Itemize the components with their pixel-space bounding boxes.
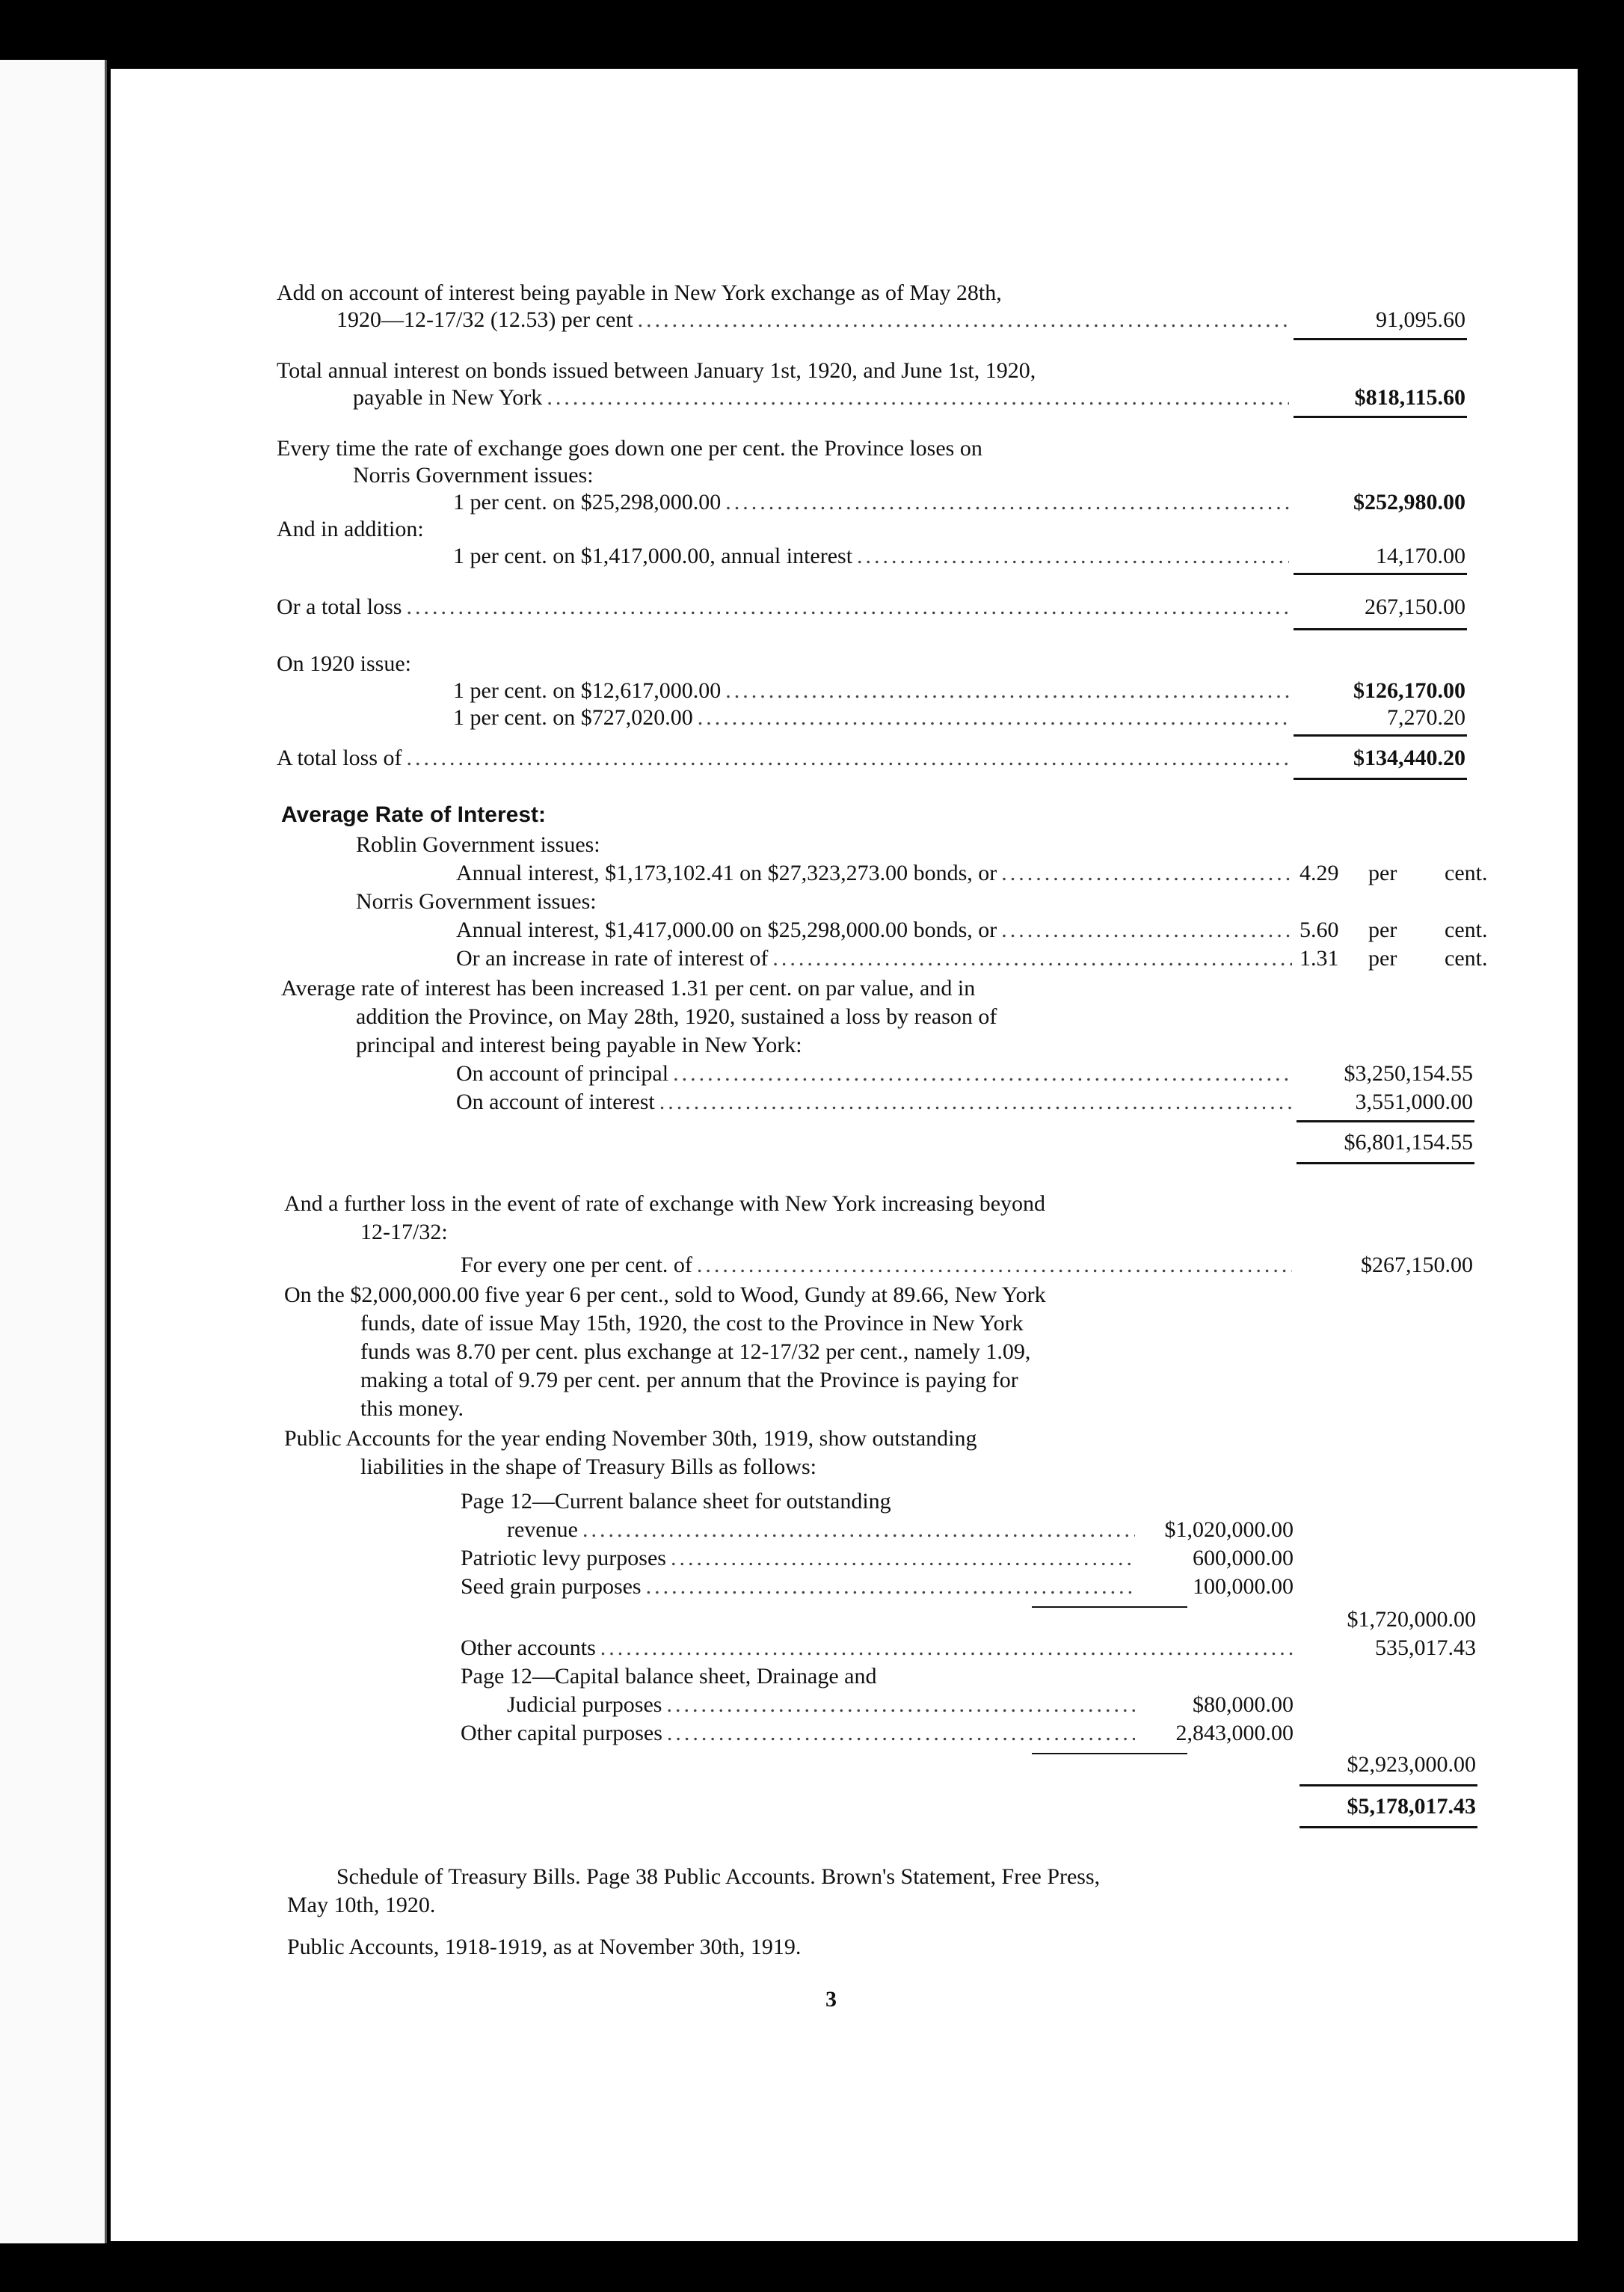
dotted-row [453, 489, 1294, 516]
text-line: Roblin Government issues: [356, 832, 600, 857]
text-line: Every time the rate of exchange goes down one per cent. the Province loses on [277, 436, 982, 461]
dotted-row [453, 678, 1294, 704]
text-line: And in addition: [277, 517, 424, 541]
amount: $2,923,000.00 [1347, 1752, 1476, 1777]
amount: 14,170.00 [1376, 544, 1465, 568]
row-label: 1 per cent. on $727,020.00 [453, 705, 693, 730]
row-label: revenue [507, 1517, 578, 1542]
dotted-row [456, 1089, 1297, 1116]
text-line: Norris Government issues: [353, 463, 594, 488]
rule [1032, 1606, 1187, 1608]
sub-amount: 2,843,000.00 [1175, 1721, 1294, 1745]
rule [1294, 573, 1467, 575]
text-line: Page 12—Capital balance sheet, Drainage and [461, 1664, 877, 1689]
per-label: per [1368, 946, 1397, 971]
rule [1297, 1162, 1474, 1164]
facing-page-edge [0, 60, 107, 2243]
dotted-row [456, 917, 1297, 944]
amount: $6,801,154.55 [1344, 1130, 1473, 1155]
text-line: 12-17/32: [360, 1220, 448, 1244]
dotted-row [456, 860, 1297, 887]
rule [1294, 778, 1467, 780]
dotted-row [453, 704, 1294, 731]
dotted-row [461, 1635, 1298, 1662]
amount: $3,250,154.55 [1344, 1061, 1473, 1086]
text-line: Page 12—Current balance sheet for outstanding [461, 1489, 891, 1514]
row-label: A total loss of [277, 746, 402, 770]
text-line: And a further loss in the event of rate of exchange with New York increasing beyond [284, 1191, 1046, 1216]
text-line: funds was 8.70 per cent. plus exchange at 12-17/32 per cent., namely 1.09, [360, 1339, 1031, 1364]
text-line: Public Accounts for the year ending November 30th, 1919, show outstanding [284, 1426, 977, 1451]
amount: $126,170.00 [1353, 678, 1465, 703]
row-label: On account of interest [456, 1090, 655, 1114]
dotted-row [453, 543, 1294, 570]
footnote: Public Accounts, 1918-1919, as at November 30th, 1919. [287, 1935, 802, 1959]
text-line: funds, date of issue May 15th, 1920, the cost to the Province in New York [360, 1311, 1024, 1336]
rate-value: 5.60 [1299, 918, 1339, 942]
amount: 267,150.00 [1365, 594, 1465, 619]
amount: 7,270.20 [1387, 705, 1465, 730]
row-label: Or a total loss [277, 594, 402, 619]
page-number: 3 [825, 1987, 837, 2012]
per-label: per [1368, 861, 1397, 885]
text-line: Norris Government issues: [356, 889, 597, 914]
row-label: Annual interest, $1,173,102.41 on $27,323,273.00 bonds, or [456, 861, 997, 885]
sub-amount: $80,000.00 [1193, 1692, 1294, 1717]
rule [1294, 338, 1467, 340]
row-label: 1 per cent. on $1,417,000.00, annual interest [453, 544, 853, 568]
text-line: Total annual interest on bonds issued between January 1st, 1920, and June 1st, 1920, [277, 358, 1036, 383]
row-label: Annual interest, $1,417,000.00 on $25,298,000.00 bonds, or [456, 918, 997, 942]
amount: $1,720,000.00 [1347, 1607, 1476, 1632]
dotted-row [461, 1573, 1139, 1600]
amount: 535,017.43 [1375, 1635, 1476, 1660]
rule [1299, 1826, 1477, 1828]
text-line: Average rate of interest has been increased 1.31 per cent. on par value, and in [281, 976, 976, 1001]
row-label: Judicial purposes [507, 1692, 662, 1717]
rule [1032, 1753, 1187, 1754]
footnote: May 10th, 1920. [287, 1893, 436, 1917]
text-line: liabilities in the shape of Treasury Bills as follows: [360, 1454, 816, 1479]
dotted-row [336, 307, 1294, 334]
section-heading: Average Rate of Interest: [281, 802, 546, 827]
rate-value: 1.31 [1299, 946, 1339, 971]
amount: $134,440.20 [1353, 746, 1465, 770]
cent-label: cent. [1445, 946, 1488, 971]
dotted-row [461, 1545, 1139, 1572]
text-line: principal and interest being payable in New York: [356, 1033, 802, 1057]
dotted-row [507, 1692, 1139, 1718]
text-line: this money. [360, 1396, 464, 1421]
rule [1299, 1784, 1477, 1786]
dotted-row [456, 945, 1297, 972]
dotted-row [461, 1720, 1139, 1747]
cent-label: cent. [1445, 861, 1488, 885]
footnote: Schedule of Treasury Bills. Page 38 Public Accounts. Brown's Statement, Free Press, [336, 1864, 1101, 1889]
row-label: 1 per cent. on $12,617,000.00 [453, 678, 722, 703]
text-line: Add on account of interest being payable in New York exchange as of May 28th, [277, 280, 1002, 305]
amount: $267,150.00 [1361, 1253, 1473, 1277]
row-label: Other capital purposes [461, 1721, 662, 1745]
row-label: On account of principal [456, 1061, 669, 1086]
document-page [111, 69, 1578, 2241]
row-label: Seed grain purposes [461, 1574, 642, 1599]
text-line: On 1920 issue: [277, 651, 411, 676]
dotted-row [461, 1252, 1297, 1279]
amount: 3,551,000.00 [1355, 1090, 1473, 1114]
grand-total: $5,178,017.43 [1347, 1794, 1476, 1819]
text-line: addition the Province, on May 28th, 1920, sustained a loss by reason of [356, 1004, 997, 1029]
amount: 91,095.60 [1376, 307, 1465, 332]
amount: $252,980.00 [1353, 490, 1465, 514]
rate-value: 4.29 [1299, 861, 1339, 885]
dotted-row [456, 1060, 1297, 1087]
sub-amount: $1,020,000.00 [1164, 1517, 1294, 1542]
row-label: Other accounts [461, 1635, 596, 1660]
cent-label: cent. [1445, 918, 1488, 942]
rule [1294, 628, 1467, 630]
text-line: making a total of 9.79 per cent. per annum that the Province is paying for [360, 1368, 1018, 1392]
per-label: per [1368, 918, 1397, 942]
rule [1294, 734, 1467, 737]
rule [1294, 416, 1467, 418]
dotted-row [277, 745, 1294, 772]
row-label: Or an increase in rate of interest of [456, 946, 769, 971]
row-label: 1 per cent. on $25,298,000.00 [453, 490, 722, 514]
dotted-row [507, 1517, 1139, 1543]
amount: $818,115.60 [1354, 385, 1465, 410]
sub-amount: 100,000.00 [1193, 1574, 1294, 1599]
sub-amount: 600,000.00 [1193, 1546, 1294, 1570]
rule [1297, 1120, 1474, 1122]
row-label: For every one per cent. of [461, 1253, 692, 1277]
row-label: Patriotic levy purposes [461, 1546, 666, 1570]
row-label: payable in New York [353, 385, 543, 410]
dotted-row [277, 594, 1294, 621]
dotted-row [353, 384, 1294, 411]
text-line: On the $2,000,000.00 five year 6 per cent., sold to Wood, Gundy at 89.66, New York [284, 1282, 1046, 1307]
row-label: 1920—12-17/32 (12.53) per cent [336, 307, 633, 332]
